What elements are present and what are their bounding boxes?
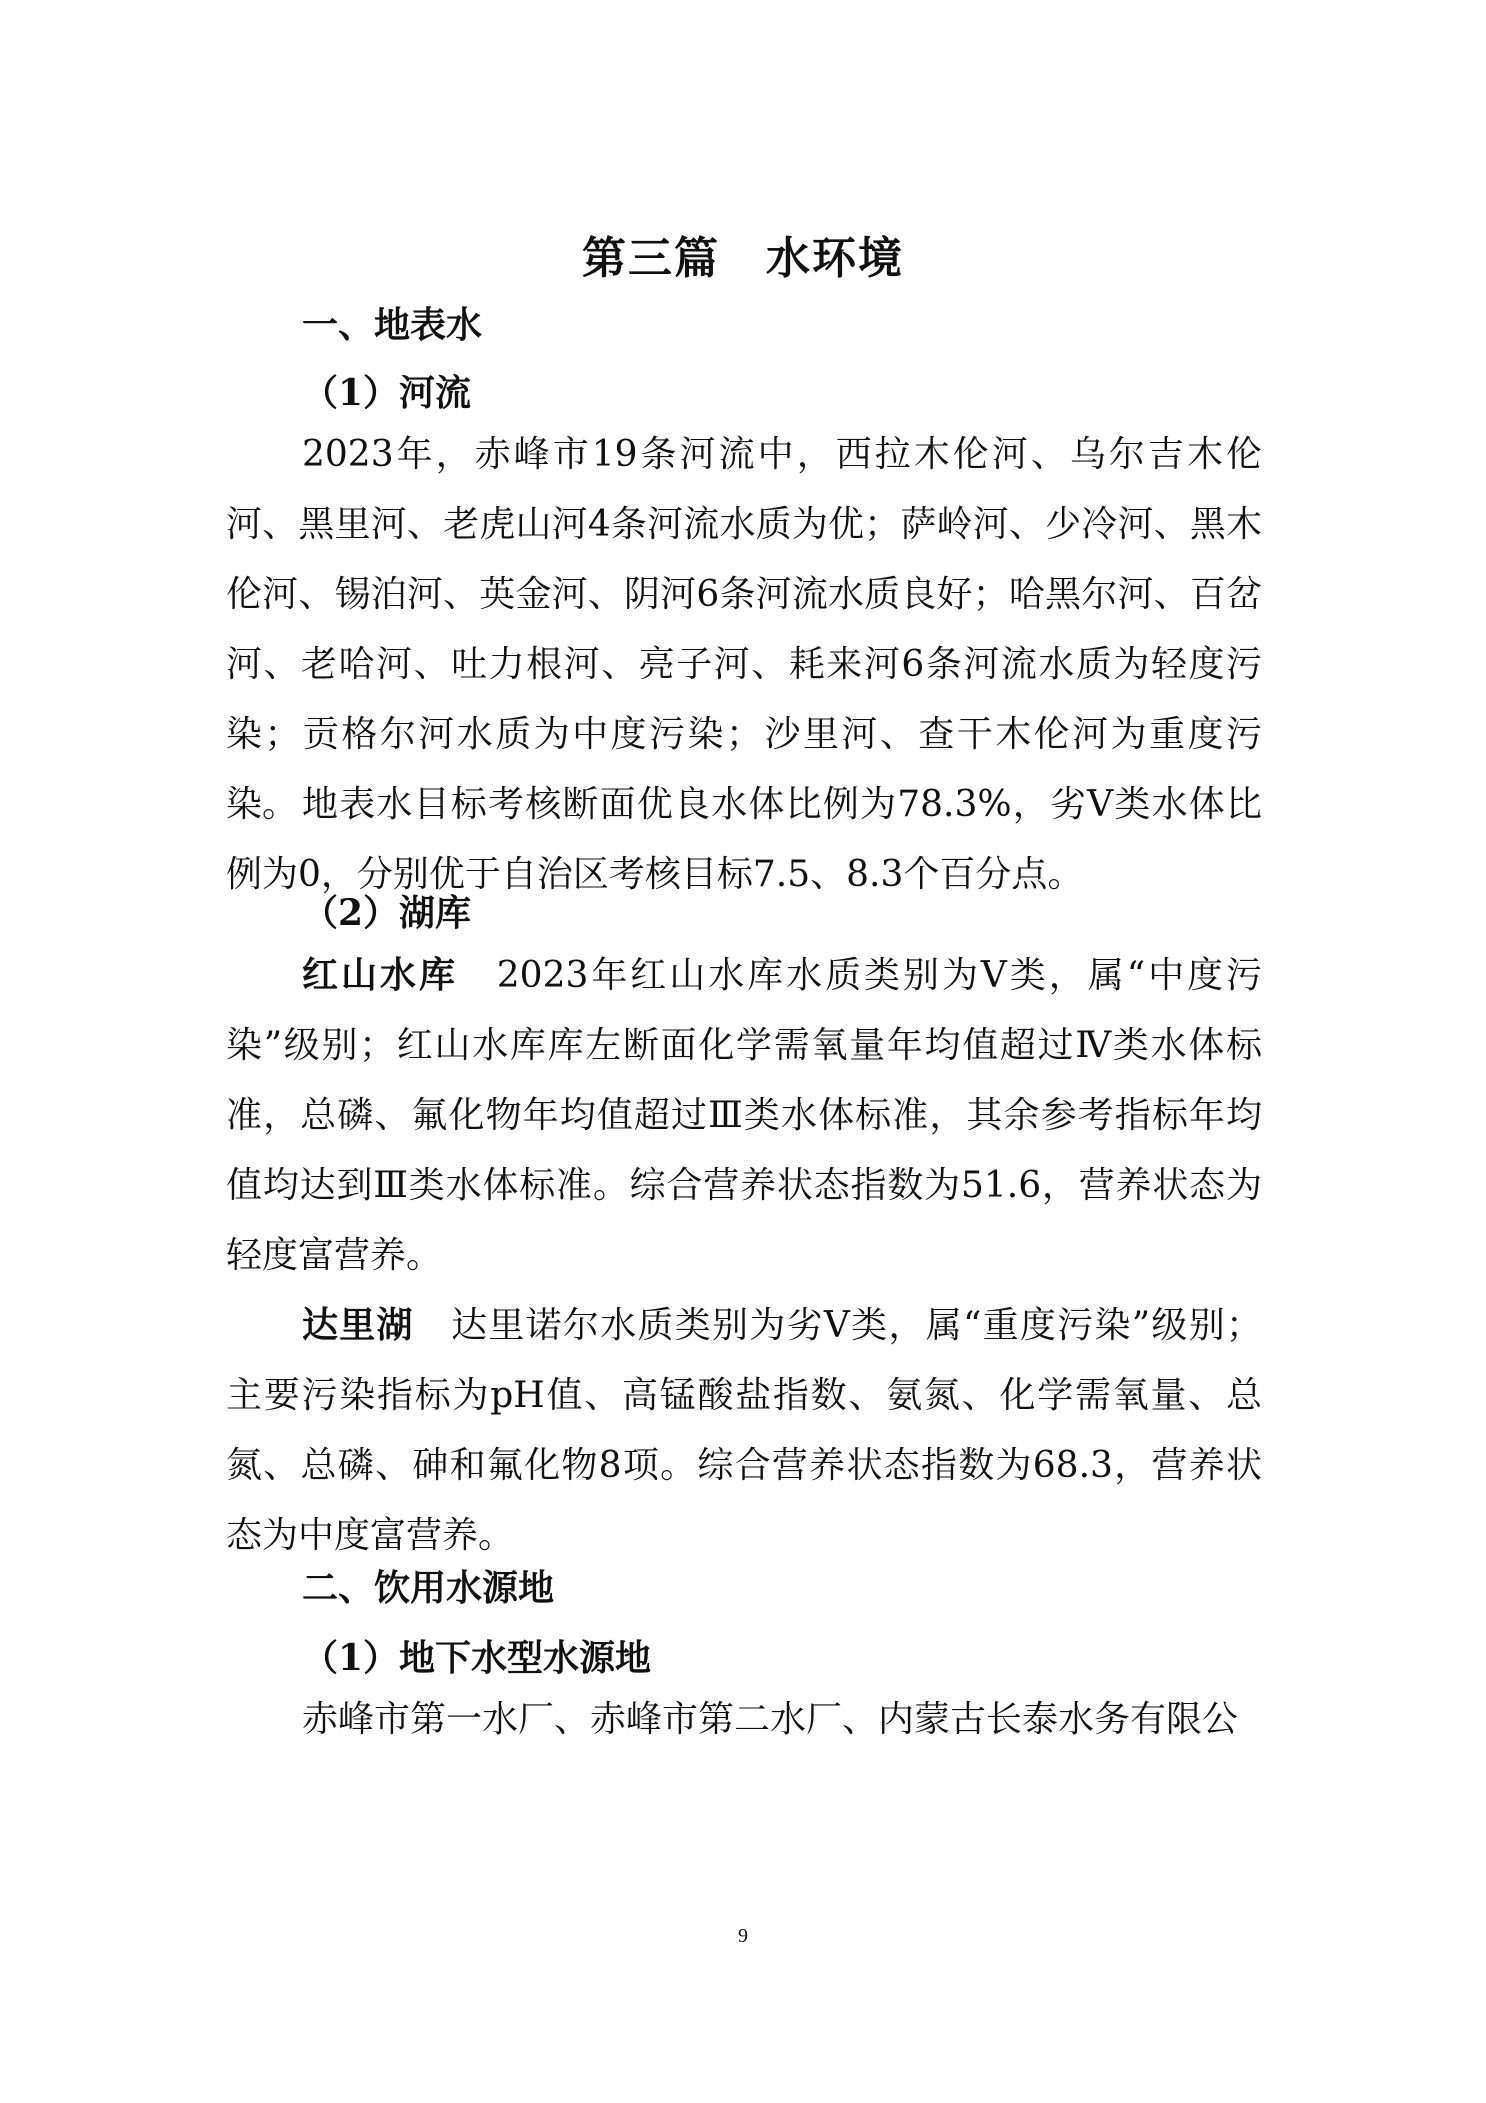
paragraph-dali-lake bbox=[226, 1290, 1262, 1571]
hongshan-lead: 红山水库 bbox=[302, 954, 458, 996]
subsection-heading-groundwater: （1）地下水型水源地 bbox=[302, 1637, 652, 1679]
dali-lead: 达里湖 bbox=[302, 1304, 414, 1346]
section-heading-drinking-water: 二、饮用水源地 bbox=[302, 1567, 555, 1609]
paragraph-rivers: 2023年，赤峰市19条河流中，西拉木伦河、乌尔吉木伦河、黑里河、老虎山河4条河流水质为优；萨岭河、少冷河、黑木伦河、锡泊河、英金河、阴河6条河流水质良好；哈黑尔河、百岔河、老哈河、吐力根河、亮子河、耗来河6条河流水质为轻度污染；贡格尔河水质为中度污染；沙里河、查干木伦河为重度污染。 bbox=[226, 434, 1262, 825]
paragraph-hongshan-reservoir bbox=[226, 940, 1262, 1291]
subsection-heading-rivers: （1）河流 bbox=[302, 372, 472, 414]
hongshan-text: 2023年红山水库水质类别为Ⅴ类，属“中度污染”级别；红山水库库左断面化学需氧量年均值超过Ⅳ类水体标准，总磷、氟化物年均值超过Ⅲ类水体标准，其余参考指标年均值均达到Ⅲ类水体标准。综合营养状态指数为51.6，营养状态为轻度富营养。 bbox=[226, 955, 1262, 1276]
dali-text: 达里诺尔水质类别为劣Ⅴ类，属“重度污染”级别；主要污染指标为pH值、高锰酸盐指数、氨氮、化学需氧量、总氮、总磷、砷和氟化物8项。综合营养状态指数为68.3，营养状态为中度富营养。 bbox=[226, 1305, 1262, 1556]
page-title: 第三篇 水环境 bbox=[582, 233, 904, 284]
paragraph-groundwater-sources: 赤峰市第一水厂、赤峰市第二水厂、内蒙古长泰水务有限公 bbox=[302, 1699, 1239, 1740]
subsection-heading-lakes: （2）湖库 bbox=[302, 892, 472, 934]
section-heading-surface-water: 一、地表水 bbox=[302, 304, 483, 346]
page-number: 9 bbox=[738, 1925, 748, 1947]
paragraph-assessment: 地表水目标考核断面优良水体比例为78.3%，劣Ⅴ类水体比例为0，分别优于自治区考核目标7.5、8.3个百分点。 bbox=[226, 784, 1262, 895]
